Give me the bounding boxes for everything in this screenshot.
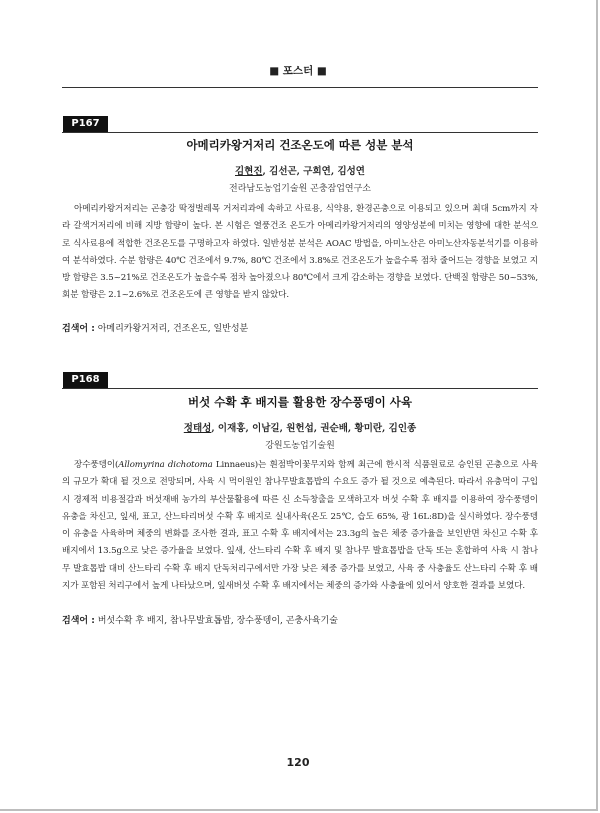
co-authors: , 이재홍, 이남길, 원헌섭, 권순배, 황미란, 김인종	[211, 423, 417, 434]
affiliation: 전라남도농업기술원 곤충잠업연구소	[229, 184, 371, 194]
separator-rule	[62, 388, 538, 389]
author-list	[62, 163, 538, 177]
presenting-author: 정태성	[183, 423, 212, 434]
paper-title: 아메리카왕거저리 건조온도에 따른 성분 분석	[186, 138, 414, 152]
affiliation: 강원도농업기술원	[265, 441, 335, 451]
keywords-label: 검색어 :	[62, 324, 95, 334]
keywords-text: 버섯수확 후 배지, 참나무발효톱밥, 장수풍뎅이, 곤충사육기술	[97, 616, 338, 626]
presenting-author: 김현진	[235, 166, 263, 177]
abstract-text-pre: 장수풍뎅이(	[74, 460, 119, 470]
paper-title: 버섯 수확 후 배지를 활용한 장수풍뎅이 사육	[188, 395, 412, 409]
abstract-text-post: Linnaeus)는 흰점박이꽃무지와 함께 최근에 한시적 식품원료로 승인된 곤충으로 사육의 규모가 확대 될 것으로 전망되며, 사육 시 먹이원인 참나무발효톱밥의 수요도 증가 될 것으로 예측된다. 따라서 유충먹이 구입 시 경제적 비용절감과 버섯재배 농가의 부산물활용에 따른 신 소득창출을 모색하고자 버섯 수확 후 배지를 이용하여 장수풍뎅이 유충을 차신고, 잎새, 표고, 산느타리버섯 수확 후 배지로 실내사육(온도 25℃, 습도 65%, 광 16L:8D)을 실시하였다. 장수풍뎅이 유충을 사육하며 체중의 변화를 조사한 결과, 표고 수확 후 배지에서는 23.3g의 높은 체중 증가율을 보인반면 차신고 수확 후 배지에서 13.5g으로 낮은 증가율을 보였다. 잎새, 산느타리 수확 후 배지 및 참나무 발효톱밥을 단독 또는 혼합하여 사육 시 참나무 발효톱밥 대비 산느타리 수확 후 배지 단독처리구에서만 가장 낮은 체중 증가를 보였고, 사육 중 사충율도 산느타리 수확 후 배지가 포함된 처리구에서 높게 나타났으며, 잎새버섯 수확 후 배지에서는 체중의 증가와 사충율에 있어서 양호한 결과를 보였다.	[62, 460, 538, 592]
abstract: 아메리카왕거저리는 곤충강 딱정벌레목 거저리과에 속하고 사료용, 식약용, 환경곤충으로 이용되고 있으며 최대 5cm까지 자라 갈색거저리에 비해 지방 함량이 높다. 본 시험은 열풍건조 온도가 아메리카왕거저리의 영양성분에 미치는 영향에 대한 분석으로 식사료용에 적합한 건조온도를 구명하고자 하였다. 일반성분 분석은 AOAC 방법을, 아미노산은 아미노산자동분석기를 이용하여 분석하였다. 수분 함량은 40℃ 건조에서 9.7%, 80℃ 건조에서 3.8%로 건조온도가 높을수록 점차 줄어드는 경향을 보였고 지방 함량은 3.5~21%로 건조온도가 높을수록 점차 높아졌으나 80℃에서 크게 감소하는 경향을 보였다. 단백질 함량은 50~53%, 회분 함량은 2.1~2.6%로 건조온도에 큰 영향을 받지 않았다.	[62, 204, 538, 301]
section-header: ■ 포스터 ■	[269, 65, 327, 77]
header-rule	[62, 87, 538, 88]
poster-tag-p168: P168	[63, 372, 108, 388]
keywords-label: 검색어 :	[62, 616, 95, 626]
poster-tag-p167: P167	[63, 116, 108, 132]
page-number: 120	[286, 756, 310, 769]
keywords	[62, 613, 538, 626]
abstract	[62, 457, 538, 595]
keywords	[62, 321, 538, 334]
author-list	[62, 420, 538, 434]
separator-rule	[62, 132, 538, 133]
co-authors: , 김선곤, 구희연, 김성연	[262, 166, 365, 177]
species-name: Allomyrina dichotoma	[118, 460, 213, 470]
keywords-text: 아메리카왕거저리, 건조온도, 일반성분	[97, 324, 249, 334]
